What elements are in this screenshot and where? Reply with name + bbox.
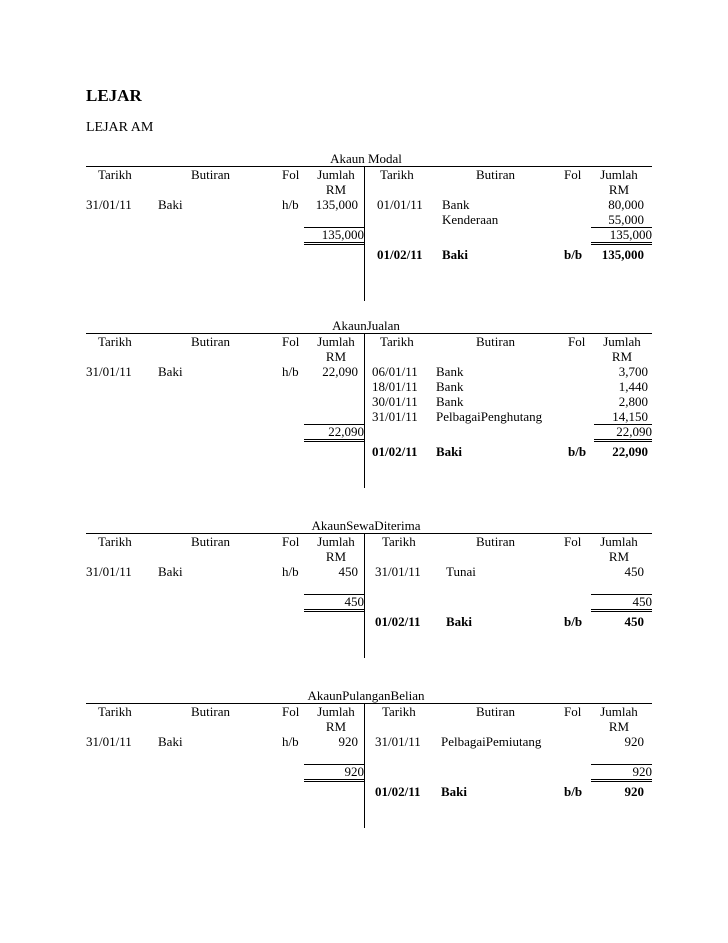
credit-date: 01/01/11 [377,197,423,212]
credit-amount: 3,700 [618,364,648,379]
balance-amount: 22,090 [612,444,648,459]
account-center-rule [364,533,365,658]
credit-amount: 1,440 [618,379,648,394]
header-butiran-left: Butiran [191,167,230,182]
header-fol-right: Fol [564,534,582,549]
header-tarikh-right: Tarikh [380,334,414,349]
credit-desc: PelbagaiPemiutang [441,734,542,749]
ledger-account-modal [86,151,652,301]
credit-amount: 80,000 [608,197,644,212]
account-center-rule [364,333,365,488]
debit-date: 31/01/11 [86,734,132,749]
debit-amount: 920 [338,734,358,749]
header-rm-right: RM [608,182,630,197]
header-butiran-right: Butiran [476,167,515,182]
balance-fol: b/b [568,444,587,459]
header-butiran-left: Butiran [191,704,230,719]
header-jumlah-left: Jumlah [317,334,355,349]
balance-date: 01/02/11 [372,444,418,459]
header-jumlah-right: Jumlah [600,534,638,549]
debit-desc: Baki [158,364,183,379]
header-tarikh-left: Tarikh [98,334,132,349]
balance-desc: Baki [441,784,468,799]
credit-total: 22,090 [594,424,652,442]
credit-date: 18/01/11 [372,379,418,394]
credit-date: 31/01/11 [375,564,421,579]
header-rm-left: RM [325,549,347,564]
header-butiran-left: Butiran [191,534,230,549]
header-butiran-right: Butiran [476,334,515,349]
header-tarikh-left: Tarikh [98,534,132,549]
debit-fol: h/b [282,734,299,749]
debit-total: 450 [304,594,364,612]
debit-total: 135,000 [304,227,364,245]
credit-amount: 2,800 [618,394,648,409]
debit-date: 31/01/11 [86,197,132,212]
header-rm-right: RM [611,349,633,364]
credit-desc: Bank [442,197,470,212]
header-fol-left: Fol [282,334,300,349]
header-butiran-right: Butiran [476,704,515,719]
debit-fol: h/b [282,364,299,379]
debit-desc: Baki [158,197,183,212]
header-butiran-right: Butiran [476,534,515,549]
credit-date: 31/01/11 [375,734,421,749]
credit-desc: PelbagaiPenghutang [436,409,543,424]
debit-desc: Baki [158,734,183,749]
credit-date: 31/01/11 [372,409,418,424]
balance-amount: 920 [624,784,644,799]
header-fol-right: Fol [564,704,582,719]
account-name: Akaun Modal [330,151,402,166]
header-rm-left: RM [325,182,347,197]
balance-date: 01/02/11 [375,614,421,629]
balance-fol: b/b [564,247,583,262]
debit-fol: h/b [282,564,299,579]
header-jumlah-right: Jumlah [603,334,641,349]
credit-date: 06/01/11 [372,364,418,379]
credit-amount: 450 [624,564,644,579]
debit-amount: 135,000 [315,197,358,212]
debit-total: 22,090 [304,424,364,442]
debit-desc: Baki [158,564,183,579]
balance-desc: Baki [446,614,473,629]
header-tarikh-right: Tarikh [380,167,414,182]
ledger-account-pulangan-belian [86,688,652,828]
header-rm-left: RM [325,349,347,364]
debit-fol: h/b [282,197,299,212]
debit-date: 31/01/11 [86,564,132,579]
ledger-account-jualan [86,318,652,488]
account-name: AkaunPulanganBelian [307,688,425,703]
credit-amount: 14,150 [612,409,648,424]
balance-amount: 135,000 [601,247,644,262]
header-tarikh-right: Tarikh [382,534,416,549]
account-name: AkaunJualan [332,318,400,333]
credit-total: 450 [591,594,652,612]
header-jumlah-right: Jumlah [600,167,638,182]
header-jumlah-left: Jumlah [317,704,355,719]
page-title: LEJAR [86,86,142,105]
balance-desc: Baki [436,444,463,459]
balance-amount: 450 [624,614,644,629]
balance-fol: b/b [564,784,583,799]
credit-desc: Bank [436,379,464,394]
credit-date: 30/01/11 [372,394,418,409]
header-tarikh-right: Tarikh [382,704,416,719]
credit-total: 135,000 [591,227,652,245]
header-jumlah-left: Jumlah [317,167,355,182]
credit-desc: Kenderaan [442,212,499,227]
header-tarikh-left: Tarikh [98,167,132,182]
header-tarikh-left: Tarikh [98,704,132,719]
debit-date: 31/01/11 [86,364,132,379]
balance-fol: b/b [564,614,583,629]
header-fol-right: Fol [564,167,582,182]
header-butiran-left: Butiran [191,334,230,349]
debit-total: 920 [304,764,364,782]
header-jumlah-left: Jumlah [317,534,355,549]
account-center-rule [364,703,365,828]
balance-date: 01/02/11 [375,784,421,799]
header-fol-left: Fol [282,534,300,549]
page-subtitle: LEJAR AM [86,120,154,135]
header-rm-left: RM [325,719,347,734]
header-fol-left: Fol [282,167,300,182]
account-name: AkaunSewaDiterima [311,518,421,533]
ledger-account-sewa-diterima [86,518,652,658]
account-center-rule [364,166,365,301]
balance-date: 01/02/11 [377,247,423,262]
credit-desc: Tunai [446,564,476,579]
credit-total: 920 [591,764,652,782]
credit-desc: Bank [436,364,464,379]
header-fol-right: Fol [568,334,586,349]
header-rm-right: RM [608,719,630,734]
debit-amount: 450 [338,564,358,579]
header-rm-right: RM [608,549,630,564]
header-jumlah-right: Jumlah [600,704,638,719]
header-fol-left: Fol [282,704,300,719]
debit-amount: 22,090 [322,364,358,379]
credit-amount: 920 [624,734,644,749]
balance-desc: Baki [442,247,469,262]
credit-desc: Bank [436,394,464,409]
credit-amount: 55,000 [608,212,644,227]
